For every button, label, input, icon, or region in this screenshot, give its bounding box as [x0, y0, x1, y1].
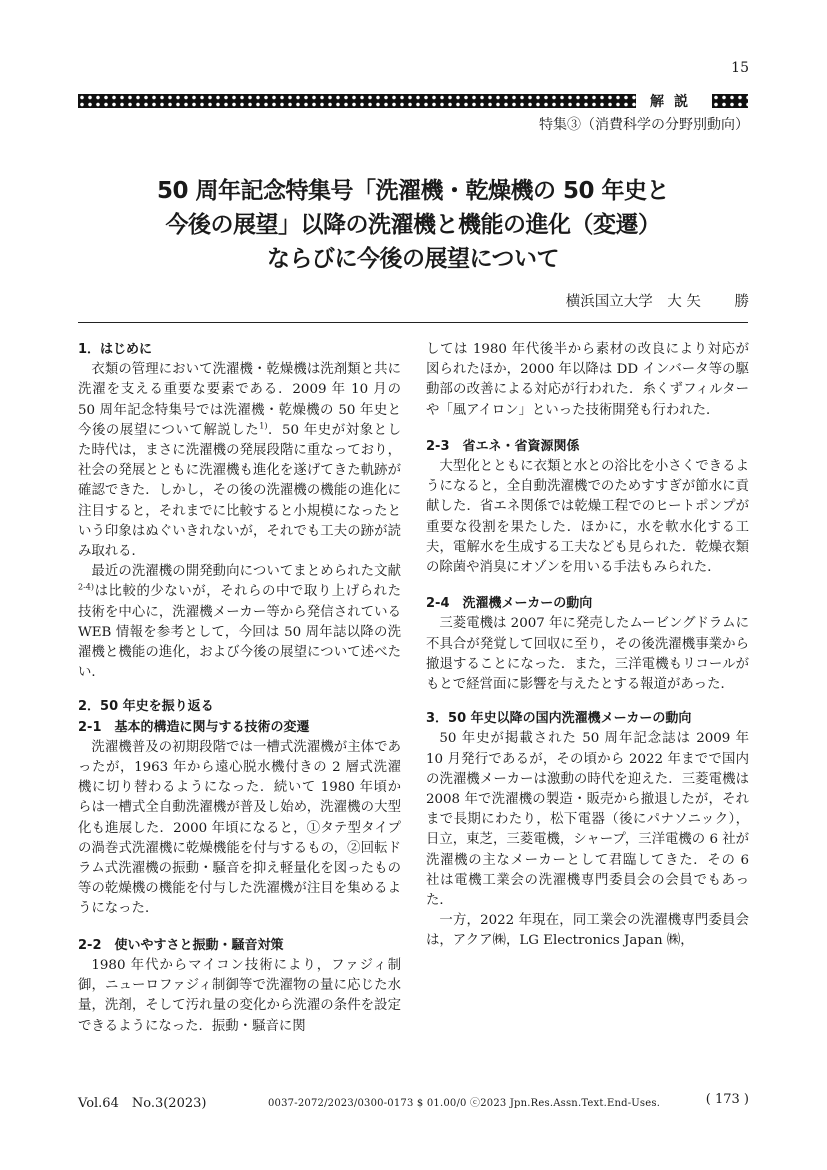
- page-number: 15: [731, 60, 749, 76]
- section-2-heading: 2．50 年史を振り返る: [78, 699, 214, 715]
- decorative-pattern-end: [712, 94, 748, 108]
- subcategory-label: 特集③（消費科学の分野別動向）: [539, 117, 749, 133]
- section-1-paragraph-2: 最近の洗濯機の開発動向についてまとめられた文献$^{2-4)}$は比較的少ないが，それらの中で取り上げられた技術を中心に，洗濯機メーカー等から発信されている WEB 情報を参考として，今回は 50 周年誌以降の洗濯機と機能の進化，および今後の展望について述べたい．: [78, 564, 401, 681]
- section-2-4-paragraph: 三菱電機は 2007 年に発売したムービングドラムに不具合が発覚して回収に至り，その後洗濯機事業から撤退することになった．また，三洋電機もリコールがもとで経営面に影響を与えたとする報道があった．: [426, 616, 749, 693]
- section-2-2-paragraph-continued: しては 1980 年代後半から素材の改良により対応が図られたほか，2000 年以降は DD インバータ等の駆動部の改善による対応が行われた．糸くずフィルターや「風アイロン」といった技術開発も行われた．: [426, 342, 749, 418]
- section-2-2-paragraph: 1980 年代からマイコン技術により，ファジィ制御，ニューロファジィ制御等で洗濯物の量に応じた水量，洗剤，そして汚れ量の変化から洗濯の条件を設定できるようになった．振動・騒音に関: [78, 957, 401, 1034]
- header-band: [78, 92, 748, 110]
- section-2-2-heading: 2-2 使いやすさと振動・騒音対策: [78, 937, 284, 953]
- title-line: ならびに今後の展望について: [266, 246, 560, 272]
- section-2-4-heading: 2-4 洗濯機メーカーの動向: [426, 596, 593, 612]
- reference-mark: 2-4): [78, 582, 95, 592]
- title-divider: [78, 322, 748, 323]
- section-1-paragraph-1: 衣類の管理において洗濯機・乾燥機は洗剤類と共に洗濯を支える重要な要素である．2009 年 10 月の 50 周年記念特集号では洗濯機・乾燥機の 50 年史と今後の展望について解説した$^{1)}$．50 年史が対象とした時代は，まさに洗濯機の発展段階に重なっており，社会の発展とともに洗濯機も進化を遂げてきた軌跡が確認できた．しかし，その後の洗濯機の機能の進化に注目すると，それまでに比較すると小規模になったという印象はぬぐいきれないが，それでも工夫の跡が読み取れる．: [78, 362, 402, 560]
- section-1-heading: 1．はじめに: [78, 342, 153, 357]
- reference-mark: 1): [259, 421, 268, 431]
- section-2-3-heading: 2-3 省エネ・省資源関係: [426, 438, 580, 454]
- title-line: 50 周年記念特集号「洗濯機・乾燥機の 50 年史と: [156, 178, 670, 204]
- section-2-1-heading: 2-1 基本的構造に関与する技術の変遷: [78, 719, 310, 735]
- title-line: 今後の展望」以降の洗濯機と機能の進化（変遷）: [165, 212, 661, 238]
- section-2-3-paragraph: 大型化とともに衣類と水との浴比を小さくできるようになると，全自動洗濯機でのためすすぎが節水に貢献した．省エネ関係では乾燥工程でのヒートポンプが重要な役割を果たした．ほかに，水を軟水化する工夫，電解水を生成する工夫なども見られた．乾燥衣類の除菌や消臭にオゾンを用いる手法もみられた．: [426, 459, 749, 576]
- section-3-paragraph-1: 50 年史が掲載された 50 周年記念誌は 2009 年 10 月発行であるが，その頃から 2022 年までで国内の洗濯機メーカーは激動の時代を迎えた．三菱電機は 2008 年で洗濯機の製造・販売から撤退したが，それまで長期にわたり，松下電器（後にパナソニック），日立，東芝，三菱電機，シャープ，三洋電機の 6 社が洗濯機の主なメーカーとして君臨してきた．その 6 社は電機工業会の洗濯機専門委員会の会員でもあった．: [426, 731, 750, 909]
- right-column: [426, 340, 749, 952]
- category-label: 解説: [650, 94, 698, 110]
- decorative-pattern: [78, 94, 636, 108]
- article-title: [78, 174, 748, 276]
- section-2-1-paragraph: 洗濯機普及の初期段階では一槽式洗濯機が主体であったが，1963 年から遠心脱水機付きの 2 層式洗濯機に切り替わるようになった．続いて 1980 年頃からは一槽式全自動洗濯機が普及し始め，洗濯機の大型化も進展した．2000 年頃になると，①タテ型タイプの渦巻式洗濯機に乾燥機能を付与するもの，②回転ドラム式洗濯機の振動・騒音を抑え軽量化を図ったもの等の乾燥機の機能を付与した洗濯機が注目を集めるようになった．: [78, 739, 401, 917]
- footer-volume: Vol.64 No.3(2023): [78, 1096, 207, 1111]
- author-line: 横浜国立大学 大 矢 勝: [565, 294, 749, 310]
- footer-page-number: ( 173 ): [705, 1092, 749, 1107]
- left-column: [78, 340, 401, 1037]
- footer-copyright-code: 0037-2072/2023/0300-0173 $ 01.00/0 ⓒ2023 Jpn.Res.Assn.Text.End-Uses.: [268, 1098, 661, 1109]
- section-3-heading: 3．50 年史以降の国内洗濯機メーカーの動向: [426, 711, 692, 727]
- section-3-paragraph-2: 一方，2022 年現在，同工業会の洗濯機専門委員会は，アクア㈱，LG Electronics Japan ㈱，: [426, 913, 749, 949]
